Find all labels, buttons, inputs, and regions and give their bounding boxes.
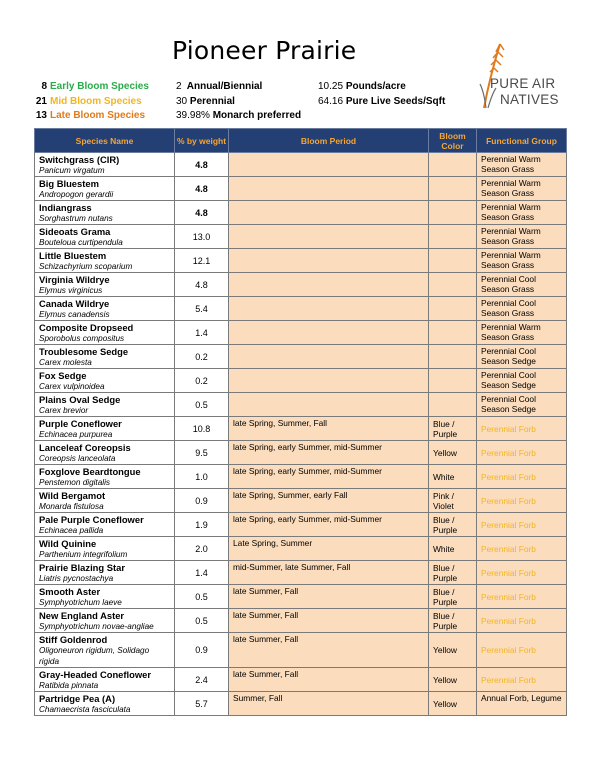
scientific-name: Carex brevior [39, 406, 89, 415]
brand-logo: PURE AIR NATIVES [490, 76, 559, 107]
species-name-cell [35, 345, 175, 369]
bloom-color-cell: Blue / Purple [429, 417, 477, 441]
functional-group-cell: Perennial Forb [477, 609, 567, 633]
table-row [35, 321, 567, 345]
bloom-color-cell: Pink / Violet [429, 489, 477, 513]
scientific-name: Sorghastrum nutans [39, 214, 113, 223]
functional-group-cell: Perennial Forb [477, 585, 567, 609]
percent-weight-cell: 0.5 [175, 393, 229, 417]
percent-weight-cell: 4.8 [175, 177, 229, 201]
species-name-cell [35, 692, 175, 716]
scientific-name: Andropogon gerardii [39, 190, 114, 199]
monarch-preferred: 39.98% Monarch preferred [176, 110, 302, 122]
functional-group-cell: Perennial Cool Season Grass [477, 273, 567, 297]
scientific-name: Coreopsis lanceolata [39, 454, 116, 463]
lifecycle-counts [176, 80, 301, 124]
common-name: New England Aster [39, 610, 125, 621]
functional-group-cell: Perennial Warm Season Grass [477, 321, 567, 345]
species-name-cell [35, 153, 175, 177]
table-row [35, 668, 567, 692]
scientific-name: Echinacea pallida [39, 526, 104, 535]
scientific-name: Symphyotrichum novae-angliae [39, 622, 154, 631]
bloom-color-cell: Blue / Purple [429, 513, 477, 537]
bloom-period-cell [229, 369, 429, 393]
percent-weight-cell: 12.1 [175, 249, 229, 273]
percent-weight-cell: 0.2 [175, 369, 229, 393]
bloom-color-cell: Yellow [429, 633, 477, 668]
species-name-cell [35, 321, 175, 345]
bloom-color-cell: Yellow [429, 441, 477, 465]
functional-group-cell: Perennial Cool Season Sedge [477, 345, 567, 369]
bloom-color-cell: Blue / Purple [429, 585, 477, 609]
scientific-name: Sporobolus compositus [39, 334, 125, 343]
bloom-period-cell [229, 393, 429, 417]
bloom-period-cell [229, 273, 429, 297]
scientific-name: Parthenium integrifolium [39, 550, 128, 559]
bloom-color-cell: White [429, 537, 477, 561]
table-row [35, 465, 567, 489]
table-row [35, 609, 567, 633]
bloom-color-cell: Blue / Purple [429, 561, 477, 585]
functional-group-cell: Perennial Forb [477, 441, 567, 465]
common-name: Prairie Blazing Star [39, 562, 125, 573]
common-name: Wild Bergamot [39, 490, 106, 501]
header-functional-group: Functional Group [477, 129, 567, 153]
functional-group-cell: Perennial Cool Season Sedge [477, 393, 567, 417]
percent-weight-cell: 1.4 [175, 321, 229, 345]
common-name: Indiangrass [39, 202, 92, 213]
table-row [35, 393, 567, 417]
bloom-color-cell [429, 321, 477, 345]
functional-group-cell: Perennial Warm Season Grass [477, 177, 567, 201]
common-name: Little Bluestem [39, 250, 107, 261]
table-row [35, 369, 567, 393]
perennial-count: 30 Perennial [176, 95, 235, 107]
bloom-color-cell [429, 177, 477, 201]
common-name: Canada Wildrye [39, 298, 110, 309]
header-species-name: Species Name [35, 129, 175, 153]
species-name-cell [35, 513, 175, 537]
species-name-cell [35, 393, 175, 417]
table-row [35, 177, 567, 201]
annual-count: 2 Annual/Biennial [176, 81, 263, 92]
percent-weight-cell: 4.8 [175, 201, 229, 225]
species-name-cell [35, 537, 175, 561]
scientific-name: Elymus virginicus [39, 286, 103, 295]
species-name-cell [35, 609, 175, 633]
bloom-period-cell [229, 345, 429, 369]
bloom-period-cell [229, 297, 429, 321]
bloom-period-cell: mid-Summer, late Summer, Fall [229, 561, 429, 585]
bloom-color-cell: Blue / Purple [429, 609, 477, 633]
common-name: Lanceleaf Coreopsis [39, 442, 131, 453]
common-name: Partridge Pea (A) [39, 693, 116, 704]
scientific-name: Elymus canadensis [39, 310, 110, 319]
common-name: Plains Oval Sedge [39, 394, 121, 405]
percent-weight-cell: 0.5 [175, 585, 229, 609]
species-name-cell [35, 441, 175, 465]
table-row [35, 561, 567, 585]
bloom-color-cell [429, 369, 477, 393]
percent-weight-cell: 9.5 [175, 441, 229, 465]
percent-weight-cell: 1.0 [175, 465, 229, 489]
percent-weight-cell: 1.4 [175, 561, 229, 585]
header-bloom-period: Bloom Period [229, 129, 429, 153]
scientific-name: Carex molesta [39, 358, 92, 367]
common-name: Purple Coneflower [39, 418, 122, 429]
table-row [35, 441, 567, 465]
species-name-cell [35, 633, 175, 668]
bloom-period-cell: late Summer, Fall [229, 633, 429, 668]
table-row [35, 489, 567, 513]
bloom-color-cell [429, 201, 477, 225]
functional-group-cell: Annual Forb, Legume [477, 692, 567, 716]
bloom-counts [33, 80, 173, 124]
common-name: Composite Dropseed [39, 322, 134, 333]
common-name: Virginia Wildrye [39, 274, 110, 285]
table-row [35, 633, 567, 668]
late-bloom-count: 13 Late Bloom Species [35, 110, 146, 122]
species-table [34, 128, 567, 716]
table-row [35, 585, 567, 609]
early-bloom-count: 8 Early Bloom Species [41, 81, 149, 92]
functional-group-cell: Perennial Warm Season Grass [477, 249, 567, 273]
table-row [35, 225, 567, 249]
seeding-rates [318, 80, 445, 109]
species-name-cell [35, 201, 175, 225]
percent-weight-cell: 4.8 [175, 273, 229, 297]
scientific-name: Schizachyrium scoparium [39, 262, 133, 271]
mid-bloom-count: 21 Mid Bloom Species [35, 95, 142, 107]
bloom-period-cell: late Spring, Summer, Fall [229, 417, 429, 441]
functional-group-cell: Perennial Forb [477, 561, 567, 585]
bloom-color-cell [429, 153, 477, 177]
table-row [35, 417, 567, 441]
common-name: Troublesome Sedge [39, 346, 129, 357]
functional-group-cell: Perennial Forb [477, 668, 567, 692]
bloom-period-cell [229, 153, 429, 177]
table-row [35, 692, 567, 716]
percent-weight-cell: 2.4 [175, 668, 229, 692]
common-name: Foxglove Beardtongue [39, 466, 141, 477]
table-row [35, 537, 567, 561]
scientific-name: Ratibida pinnata [39, 681, 99, 690]
percent-weight-cell: 0.9 [175, 489, 229, 513]
scientific-name: Penstemon digitalis [39, 478, 110, 487]
species-name-cell [35, 668, 175, 692]
species-name-cell [35, 249, 175, 273]
percent-weight-cell: 0.9 [175, 633, 229, 668]
bloom-period-cell: late Summer, Fall [229, 609, 429, 633]
table-row [35, 153, 567, 177]
bloom-period-cell [229, 321, 429, 345]
functional-group-cell: Perennial Forb [477, 465, 567, 489]
common-name: Pale Purple Coneflower [39, 514, 144, 525]
species-name-cell [35, 369, 175, 393]
common-name: Switchgrass (CIR) [39, 154, 120, 165]
functional-group-cell: Perennial Forb [477, 633, 567, 668]
species-name-cell [35, 585, 175, 609]
percent-weight-cell: 4.8 [175, 153, 229, 177]
table-row [35, 273, 567, 297]
pure-live-seeds: 64.16 Pure Live Seeds/Sqft [318, 95, 446, 107]
species-name-cell [35, 177, 175, 201]
species-name-cell [35, 273, 175, 297]
scientific-name: Oligoneuron rigidum, Solidago rigida [39, 646, 150, 666]
bloom-period-cell: Late Spring, Summer [229, 537, 429, 561]
functional-group-cell: Perennial Forb [477, 489, 567, 513]
common-name: Stiff Goldenrod [39, 634, 108, 645]
scientific-name: Echinacea purpurea [39, 430, 113, 439]
species-name-cell [35, 417, 175, 441]
functional-group-cell: Perennial Cool Season Sedge [477, 369, 567, 393]
bloom-color-cell: Yellow [429, 668, 477, 692]
header-bloom-color: Bloom Color [429, 129, 477, 153]
percent-weight-cell: 0.2 [175, 345, 229, 369]
table-row [35, 513, 567, 537]
bloom-period-cell [229, 249, 429, 273]
species-name-cell [35, 489, 175, 513]
functional-group-cell: Perennial Forb [477, 537, 567, 561]
common-name: Smooth Aster [39, 586, 101, 597]
pounds-per-acre: 10.25 Pounds/acre [318, 81, 406, 92]
bloom-color-cell: White [429, 465, 477, 489]
bloom-period-cell [229, 201, 429, 225]
bloom-period-cell [229, 177, 429, 201]
common-name: Fox Sedge [39, 370, 87, 381]
percent-weight-cell: 2.0 [175, 537, 229, 561]
bloom-period-cell: late Spring, early Summer, mid-Summer [229, 441, 429, 465]
common-name: Big Bluestem [39, 178, 99, 189]
bloom-color-cell [429, 273, 477, 297]
scientific-name: Carex vulpinoidea [39, 382, 105, 391]
table-header-row [35, 129, 567, 153]
bloom-period-cell: late Summer, Fall [229, 585, 429, 609]
bloom-color-cell: Yellow [429, 692, 477, 716]
species-name-cell [35, 465, 175, 489]
table-row [35, 345, 567, 369]
bloom-color-cell [429, 393, 477, 417]
bloom-color-cell [429, 225, 477, 249]
functional-group-cell: Perennial Warm Season Grass [477, 225, 567, 249]
bloom-period-cell: late Spring, early Summer, mid-Summer [229, 465, 429, 489]
page-title: Pioneer Prairie [172, 36, 357, 65]
species-name-cell [35, 225, 175, 249]
header-percent-weight: % by weight [175, 129, 229, 153]
species-name-cell [35, 297, 175, 321]
functional-group-cell: Perennial Forb [477, 417, 567, 441]
bloom-period-cell: Summer, Fall [229, 692, 429, 716]
scientific-name: Panicum virgatum [39, 166, 105, 175]
percent-weight-cell: 1.9 [175, 513, 229, 537]
bloom-period-cell: late Summer, Fall [229, 668, 429, 692]
functional-group-cell: Perennial Forb [477, 513, 567, 537]
bloom-period-cell: late Spring, Summer, early Fall [229, 489, 429, 513]
percent-weight-cell: 13.0 [175, 225, 229, 249]
bloom-color-cell [429, 249, 477, 273]
table-row [35, 201, 567, 225]
bloom-period-cell: late Spring, early Summer, mid-Summer [229, 513, 429, 537]
scientific-name: Symphyotrichum laeve [39, 598, 122, 607]
common-name: Gray-Headed Coneflower [39, 669, 152, 680]
common-name: Wild Quinine [39, 538, 97, 549]
functional-group-cell: Perennial Warm Season Grass [477, 201, 567, 225]
scientific-name: Chamaecrista fasciculata [39, 705, 131, 714]
functional-group-cell: Perennial Warm Season Grass [477, 153, 567, 177]
table-row [35, 297, 567, 321]
scientific-name: Bouteloua curtipendula [39, 238, 123, 247]
scientific-name: Monarda fistulosa [39, 502, 104, 511]
functional-group-cell: Perennial Cool Season Grass [477, 297, 567, 321]
percent-weight-cell: 5.7 [175, 692, 229, 716]
percent-weight-cell: 10.8 [175, 417, 229, 441]
common-name: Sideoats Grama [39, 226, 111, 237]
table-row [35, 249, 567, 273]
bloom-color-cell [429, 297, 477, 321]
percent-weight-cell: 5.4 [175, 297, 229, 321]
bloom-period-cell [229, 225, 429, 249]
species-name-cell [35, 561, 175, 585]
bloom-color-cell [429, 345, 477, 369]
percent-weight-cell: 0.5 [175, 609, 229, 633]
scientific-name: Liatris pycnostachya [39, 574, 114, 583]
